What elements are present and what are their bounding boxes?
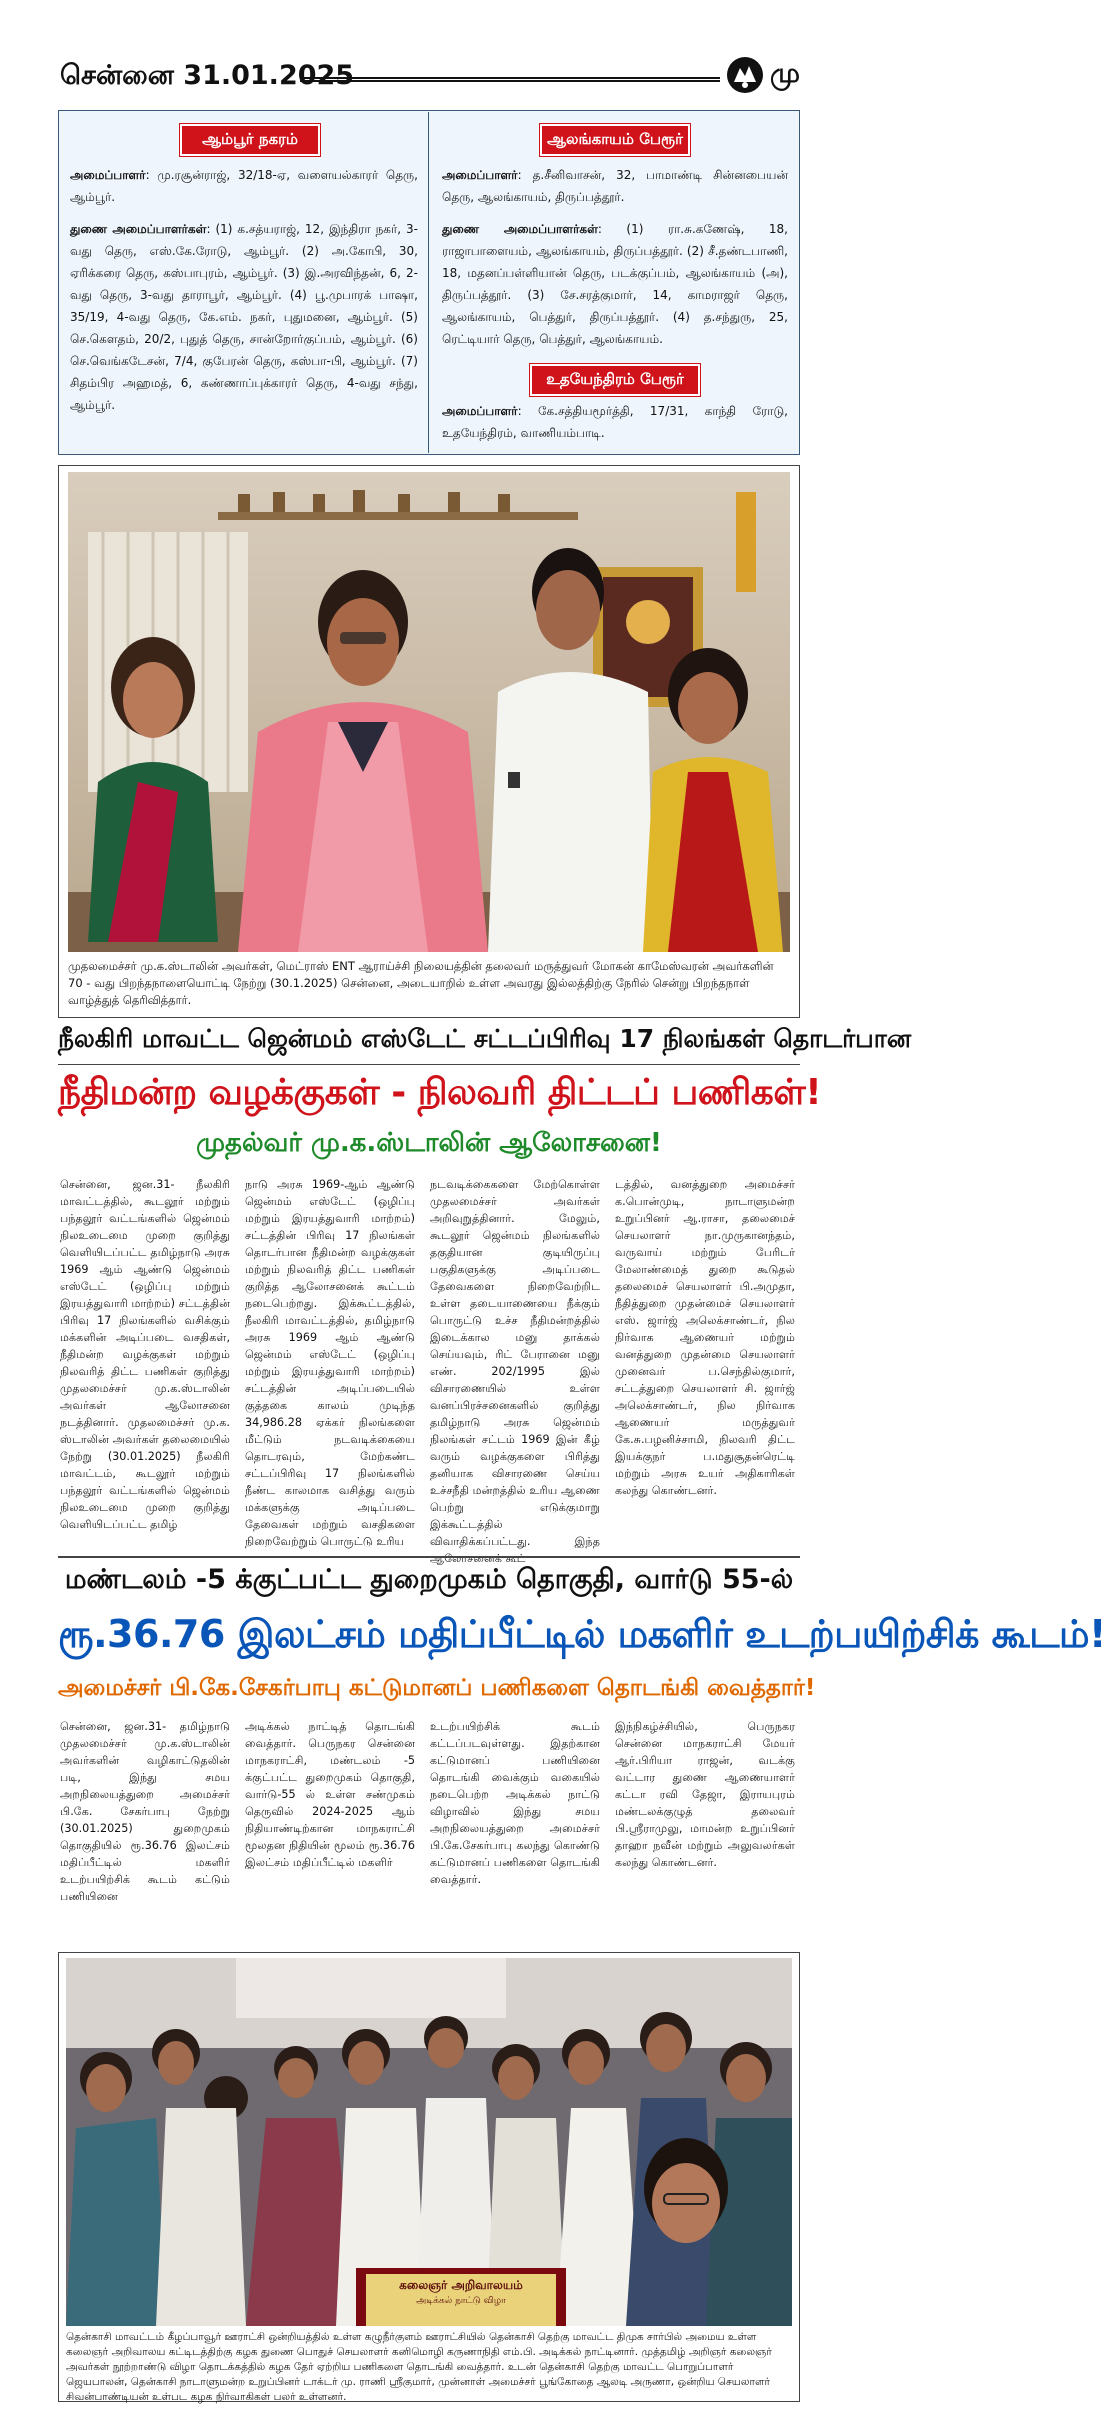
organizer-label: அமைப்பாளர் [70,168,146,182]
organizer-label: அமைப்பாளர் [442,168,518,182]
story-1-subhead: முதல்வர் மு.க.ஸ்டாலின் ஆலோசனை! [196,1128,662,1158]
deputies-text: : (1) க.சத்யராஜ், 12, இந்திரா நகர், 3-வது தெரு, எஸ்.கே.ரோடு, ஆம்பூர். (2) அ.கோபி, 30, ஏரிக்கரை தெரு, கஸ்பாபுரம், ஆம்பூர். (3) இ.அரவிந்தன், 6, 2-வது தெரு, 3-வது தாராபூர், ஆம்பூர். (4) பூ.முபாரக் பாஷா, 35/19, 4-வது தெரு, கே.எம். நகர், புதுமனை, ஆம்பூர். (5) செ.கௌதம், 20/2, புதுத் தெரு, சான்றோர்குப்பம், ஆம்பூர். (6) செ.வெங்கடேசன், 7/4, குபேரன் தெரு, கஸ்பா-பி, ஆம்பூர். (7) சிதம்பிர அஹமத், 6, கண்ணாப்புக்காரர் தெரு, 4-வது சந்து, ஆம்பூர். [70,222,419,412]
ambur-organizer [70,164,418,208]
photo-1-caption: முதலமைச்சர் மு.க.ஸ்டாலின் அவர்கள், மெட்ராஸ் ENT ஆராய்ச்சி நிலையத்தின் தலைவர் மருத்துவர் மோகன் காமேஸ்வரன் அவர்களின் 70 - வது பிறந்தநாளையொட்டி நேற்று (30.1.2025) சென்னை, அடையாறில் உள்ள அவரது இல்லத்திற்கு நேரில் சென்று பிறந்தநாள் வாழ்த்துத் தெரிவித்தார். [68,959,774,1007]
story-2-column-2: அடிக்கல் நாட்டித் தொடங்கி வைத்தார். பெருநகர சென்னை மாநகராட்சி, மண்டலம் -5 க்குட்பட்ட துறைமுகம் தொகுதி, வார்டு-55 ல் உள்ள சண்முகம் தெருவில் 2024-2025 ஆம் நிதியாண்டிற்கான மாநகராட்சி மூலதன நிதியின் மூலம் ரூ.36.76 இலட்சம் மதிப்பீட்டில் மகளிர் [245,1720,415,1869]
organizer-text: : த.சீனிவாசன், 32, பாமாண்டி சின்னபையன் தெரு, ஆலங்காயம், திருப்பத்தூர். [442,168,788,204]
flag-emblem-icon [726,56,764,94]
photo-2-caption: தென்காசி மாவட்டம் கீழப்பாவூர் ஊராட்சி ஒன்றியத்தில் உள்ள கழுநீர்குளம் ஊராட்சியில் தென்காசி தெற்கு மாவட்ட திமுக சார்பில் அமைய உள்ள கலைஞர் அறிவாலய கட்டிடத்திற்கு கழக துணை பொதுச் செயலாளர் கனிமொழி கருணாநிதி எம்.பி. அடிக்கல் நாட்டினார். முத்தமிழ் அறிஞர் கலைஞர் அவர்கள் நூற்றாண்டு விழா தொடக்கத்தில் கழக தேர் ஏற்றிய பணிகளை தொடங்கி வைத்தார். உடன் தென்காசி தெற்கு மாவட்ட பொறுப்பாளர் ஜெயபாலன், தென்காசி நாடாளுமன்ற உறுப்பினர் டாக்டர் மு. ராணி ஸ்ரீகுமார், முன்னாள் அமைச்சர் பூங்கோதை ஆலடி அருணா, ஒன்றிய செயலாளர் சிவன்பாண்டியன் உள்பட கழக நிர்வாகிகள் பலர் உள்ளனர். [66,2331,772,2403]
story-2-column-4: இந்நிகழ்ச்சியில், பெருநகர சென்னை மாநகராட்சி மேயர் ஆர்.பிரியா ராஜன், வடக்கு வட்டார துணை ஆணையாளர் கட்டா ரவி தேஜா, இராயபுரம் மண்டலக்குழுத் தலைவர் பி.ஸ்ரீராமுலு, மாமன்ற உறுப்பினர் தாஹா நவீன் மற்றும் அலுவலர்கள் கலந்து கொண்டனர். [615,1720,795,1869]
date-line: சென்னை 31.01.2025 [60,60,355,91]
deputies-text: : (1) ரா.சு.கணேஷ், 18, ராஜாபாளையம், ஆலங்காயம், திருப்பத்தூர். (2) சீ.தண்டபாணி, 18, மதனப்பள்ளியான் தெரு, படக்குப்பம், ஆலங்காயம் (அ), திருப்பத்தூர். (3) சே.சரத்குமார், 14, காமராஜர் தெரு, ஆலங்காயம், பெத்துர், திருப்பத்தூர். (4) த.சந்துரு, 25, ரெட்டியார் தெரு, பெத்துர், ஆலங்காயம். [442,222,788,346]
masthead-rule [300,77,720,82]
story-2-column-3: உடற்பயிற்சிக் கூடம் கட்டப்படவுள்ளது. இதற்கான கட்டுமானப் பணியினை தொடங்கி வைக்கும் வகையில் நடைபெற்ற அடிக்கல் நாட்டு விழாவில் இந்து சமய அறநிலையத்துறை அமைச்சர் பி.கே.சேகர்பாபு கலந்து கொண்டு கட்டுமானப் பணிகளை தொடங்கி வைத்தார். [430,1720,600,1886]
banner-title: கலைஞர் அறிவாலயம் [399,2278,523,2292]
column-divider [428,112,429,453]
ambur-deputies [70,218,418,416]
udayendiram-organizer [442,400,788,444]
organizer-text: : மு.ரசூன்ராஜ், 32/18-ஏ, வளையல்காரர் தெரு, ஆம்பூர். [70,168,418,204]
ambur-title: ஆம்பூர் நகரம் [180,124,320,156]
divider [58,1064,800,1065]
divider [58,1556,800,1558]
story-1-column-3: நடவடிக்கைகளை மேற்கொள்ள முதலமைச்சர் அவர்கள் அறிவுறுத்தினார். மேலும், கூடலூர் ஜென்மம் நிலங்களில் தகுதியான குடியிருப்பு பகுதிகளுக்கு அடிப்படை தேவைகளை நிறைவேற்றிட உள்ள தடையாணையை நீக்கும் பொருட்டு உச்ச நீதிமன்றத்தில் இடைக்கால மனு தாக்கல் செய்யவும், ரிட் பேரானை மனு எண். 202/1995 இல் விசாரணையில் உள்ள வனப்பிரச்சனைகளில் குறித்து தமிழ்நாடு அரசு ஜென்மம் நிலங்கள் சட்டம் 1969 இன் கீழ் வரும் வழக்குகளை பிரித்து தனியாக விசாரணை செய்ய உச்சநீதி மன்றத்தில் உரிய ஆணை பெற்று எடுக்குமாறு இக்கூட்டத்தில் விவாதிக்கப்பட்டது. இந்த ஆலோசனைக் கூட் [430,1178,600,1565]
story-2-column-1: சென்னை, ஜன.31- தமிழ்நாடு முதலமைச்சர் மு.க.ஸ்டாலின் அவர்களின் வழிகாட்டுதலின் படி, இந்து சமய அறநிலையத்துறை அமைச்சர் பி.கே. சேகர்பாபு நேற்று (30.01.2025) துறைமுகம் தொகுதியில் ரூ.36.76 இலட்சம் மதிப்பீட்டில் மகளிர் உடற்பயிற்சிக் கூடம் கட்டும் பணியினை [60,1720,230,1903]
alangayam-deputies [442,218,788,350]
story-1-column-1: சென்னை, ஜன.31- நீலகிரி மாவட்டத்தில், கூடலூர் மற்றும் பந்தலூர் வட்டங்களில் ஜென்மம் நிலஉடைமை முறை குறித்து வெளியிடப்பட்ட தமிழ்நாடு அரசு 1969 ஆம் ஆண்டு ஜென்மம் எஸ்டேட் (ஒழிப்பு மற்றும் இரயத்துவாரி மாற்றம்) சட்டத்தின் பிரிவு 17 நிலங்களில் வசிக்கும் மக்களின் அடிப்படை வசதிகள், நீதிமன்ற வழக்குகள் மற்றும் நிலவரித் திட்ட பணிகள் குறித்து முதலமைச்சர் மு.க.ஸ்டாலின் அவர்கள் ஆலோசனை நடத்தினார். முதலமைச்சர் மு.க. ஸ்டாலின் அவர்கள் தலைமையில் நேற்று (30.01.2025) நீலகிரி மாவட்டம், கூடலூர் மற்றும் பந்தலூர் வட்டங்களில் ஜென்மம் நிலஉடைமை முறை குறித்து வெளியிடப்பட்ட தமிழ் [60,1178,230,1531]
masthead-fragment: மு [770,58,800,89]
story-2-headline: ரூ.36.76 இலட்சம் மதிப்பீட்டில் மகளிர் உடற்பயிற்சிக் கூடம்! [58,1612,1106,1656]
banner-subtitle: அடிக்கல் நாட்டு விழா [416,2296,506,2306]
masthead [0,0,800,110]
udayendiram-title: உதயேந்திரம் பேரூர் [530,364,700,396]
alangayam-organizer [442,164,788,208]
organizer-text: : கே.சத்தியமூர்த்தி, 17/31, காந்தி ரோடு, உதயேந்திரம், வாணியம்பாடி. [442,404,788,440]
birthday-greeting-photo [68,472,790,952]
story-2-subhead: அமைச்சர் பி.கே.சேகர்பாபு கட்டுமானப் பணிகளை தொடங்கி வைத்தார்! [58,1675,816,1701]
alangayam-title: ஆலங்காயம் பேரூர் [540,124,690,156]
story-2-kicker: மண்டலம் -5 க்குட்பட்ட துறைமுகம் தொகுதி, வார்டு 55-ல் [64,1564,794,1595]
deputies-label: துணை அமைப்பாளர்கள் [442,222,598,236]
story-1-kicker: நீலகிரி மாவட்ட ஜென்மம் எஸ்டேட் சட்டப்பிரிவு 17 நிலங்கள் தொடர்பான [58,1024,912,1053]
foundation-ceremony-photo [66,1958,792,2326]
deputies-label: துணை அமைப்பாளர்கள் [70,222,207,236]
organizer-label: அமைப்பாளர் [442,404,518,418]
story-1-column-2: நாடு அரசு 1969-ஆம் ஆண்டு ஜென்மம் எஸ்டேட் (ஒழிப்பு மற்றும் இரயத்துவாரி மாற்றம்) சட்டத்தின் பிரிவு 17 நிலங்கள் தொடர்பான நீதிமன்ற வழக்குகள் மற்றும் நிலவரித் திட்ட பணிகள் குறித்த ஆலோசனைக் கூட்டம் நடைபெற்றது. இக்கூட்டத்தில், நீலகிரி மாவட்டத்தில், தமிழ்நாடு அரசு 1969 ஆம் ஆண்டு ஜென்மம் எஸ்டேட் (ஒழிப்பு மற்றும் இரயத்துவாரி மாற்றம்) சட்டத்தின் அடிப்படையில் குத்தகை காலம் முடிந்த 34,986.28 ஏக்கர் நிலங்களை மீட்டும் நடவடிக்கையை தொடரவும், மேற்கண்ட சட்டப்பிரிவு 17 நிலங்களில் நீண்ட காலமாக வசித்து வரும் மக்களுக்கு அடிப்படை தேவைகள் மற்றும் வசதிகளை நிறைவேற்றும் பொருட்டு உரிய [245,1178,415,1548]
story-1-headline: நீதிமன்ற வழக்குகள் - நிலவரி திட்டப் பணிகள்! [58,1072,822,1113]
story-1-column-4: டத்தில், வனத்துறை அமைச்சர் க.பொன்முடி, நாடாளுமன்ற உறுப்பினர் ஆ.ராசா, தலைமைச் செயலாளர் நா.முருகானந்தம், வருவாய் மற்றும் பேரிடர் மேலாண்மைத் துறை கூடுதல் தலைமைச் செயலாளர் பி.அமுதா, நீதித்துறை முதன்மைச் செயலாளர் எஸ். ஜார்ஜ் அலெக்சாண்டர், நில நிர்வாக ஆணையர் மற்றும் வனத்துறை முதன்மை செயலாளர் முனைவர் ப.செந்தில்குமார், சட்டத்துறை செயலாளர் சி. ஜார்ஜ் அலெக்சாண்டர், நில நிர்வாக ஆணையர் மருத்துவர் கே.சு.பழனிச்சாமி, நிலவரி திட்ட இயக்குநர் ப.மதுசூதன்ரெட்டி மற்றும் அரசு உயர் அதிகாரிகள் கலந்து கொண்டனர். [615,1178,795,1497]
